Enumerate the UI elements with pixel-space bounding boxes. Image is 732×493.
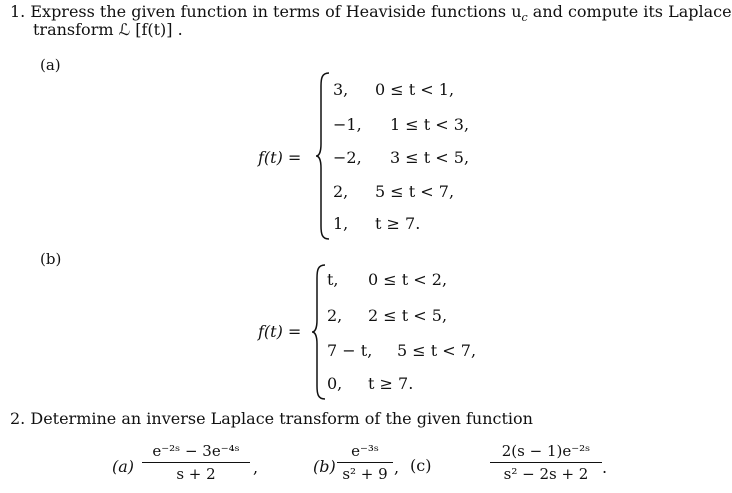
part-a-label: (a) <box>40 56 61 74</box>
part-b-case-3-value: 7 − t, <box>327 341 373 360</box>
item-a-label: (a) <box>112 457 135 476</box>
item-a-comma: , <box>253 458 259 477</box>
part-b-case-1-value: t, <box>327 270 339 289</box>
part-b-lhs: f(t) = <box>258 322 302 341</box>
item-c-numerator: 2(s − 1)e⁻²ˢ <box>501 442 591 460</box>
part-a-brace <box>316 72 330 240</box>
problem-1-text-tail: and compute its Laplace <box>527 2 732 21</box>
item-b-numerator: e⁻³ˢ <box>351 442 379 460</box>
problem-1-number: 1. <box>10 2 26 21</box>
problem-1-line-2: transform ℒ [f(t)] . <box>33 20 183 39</box>
item-b-comma: , <box>394 458 400 477</box>
part-a-case-3-cond: 3 ≤ t < 5, <box>390 148 470 167</box>
part-b-label: (b) <box>40 250 62 268</box>
item-c-denominator: s² − 2s + 2 <box>503 465 589 483</box>
part-a-case-5-value: 1, <box>333 214 349 233</box>
part-a-case-2-cond: 1 ≤ t < 3, <box>390 115 470 134</box>
item-a-fraction <box>142 442 250 483</box>
item-a-denominator: s + 2 <box>176 465 216 483</box>
part-b-brace <box>312 264 326 400</box>
part-b-case-4-value: 0, <box>327 374 343 393</box>
item-c-label: (c) <box>410 456 432 475</box>
item-a-fraction-bar <box>142 462 250 463</box>
item-b-denominator: s² + 9 <box>342 465 388 483</box>
part-a-case-2-value: −1, <box>333 115 362 134</box>
part-a-case-5-cond: t ≥ 7. <box>375 214 421 233</box>
problem-2-heading <box>10 409 533 428</box>
part-b-case-1-cond: 0 ≤ t < 2, <box>368 270 448 289</box>
part-a-lhs: f(t) = <box>258 148 302 167</box>
problem-2-number: 2. <box>10 409 26 428</box>
item-c-period: . <box>602 458 608 477</box>
item-b-label: (b) <box>313 457 336 476</box>
item-c-fraction-bar <box>490 462 602 463</box>
part-b-case-2-value: 2, <box>327 306 343 325</box>
problem-1-text: Express the given function in terms of Heaviside functions u <box>30 2 522 21</box>
problem-2-text: Determine an inverse Laplace transform of the given function <box>30 409 533 428</box>
part-a-case-3-value: −2, <box>333 148 362 167</box>
problem-1-subscript: c <box>521 11 528 25</box>
part-a-case-4-value: 2, <box>333 182 349 201</box>
part-b-case-3-cond: 5 ≤ t < 7, <box>397 341 477 360</box>
part-a-case-1-value: 3, <box>333 80 349 99</box>
item-b-fraction-bar <box>337 462 393 463</box>
item-c-fraction <box>490 442 602 483</box>
part-b-case-2-cond: 2 ≤ t < 5, <box>368 306 448 325</box>
part-b-case-4-cond: t ≥ 7. <box>368 374 414 393</box>
item-a-numerator: e⁻²ˢ − 3e⁻⁴ˢ <box>152 442 240 460</box>
item-b-fraction <box>337 442 393 483</box>
part-a-case-1-cond: 0 ≤ t < 1, <box>375 80 455 99</box>
part-a-case-4-cond: 5 ≤ t < 7, <box>375 182 455 201</box>
